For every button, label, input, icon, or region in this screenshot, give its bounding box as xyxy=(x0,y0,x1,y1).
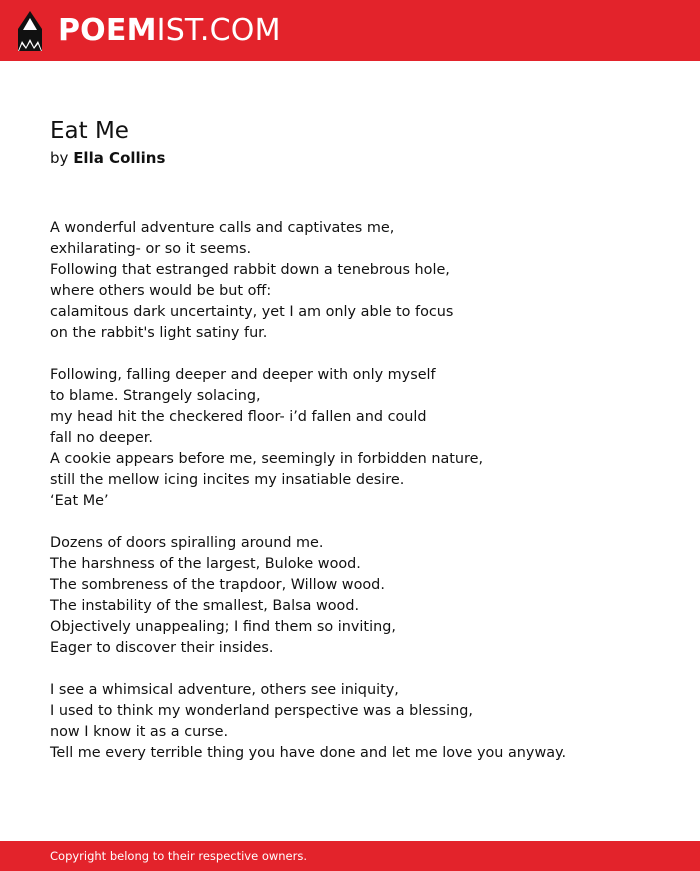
poem-stanza xyxy=(50,365,670,512)
by-label: by xyxy=(50,149,69,167)
poem-stanza xyxy=(50,533,670,659)
poem-line: exhilarating- or so it seems. xyxy=(50,241,252,257)
logo-light-text: IST.COM xyxy=(156,13,281,48)
logo-bold-text: POEM xyxy=(58,13,157,48)
poem-line: Following that estranged rabbit down a tenebrous hole, xyxy=(50,262,450,278)
poem-body xyxy=(50,218,670,764)
poem-line: Tell me every terrible thing you have done and let me love you anyway. xyxy=(50,745,567,761)
site-header xyxy=(0,0,700,61)
poem-line: where others would be but off: xyxy=(50,283,272,299)
poem-line: I see a whimsical adventure, others see iniquity, xyxy=(50,682,399,698)
poem-line: The instability of the smallest, Balsa wood. xyxy=(50,598,360,614)
poem-line: to blame. Strangely solacing, xyxy=(50,388,261,404)
poem-line: still the mellow icing incites my insatiable desire. xyxy=(50,472,405,488)
poem-byline xyxy=(50,148,165,168)
site-logo-text xyxy=(58,8,281,54)
poem-line: A cookie appears before me, seemingly in forbidden nature, xyxy=(50,451,484,467)
poem-line: my head hit the checkered floor- i’d fallen and could xyxy=(50,409,427,425)
poem-line: Eager to discover their insides. xyxy=(50,640,274,656)
pen-nib-icon xyxy=(16,9,44,53)
copyright-notice: Copyright belong to their respective owners. xyxy=(50,849,308,863)
poem-line: on the rabbit's light satiny fur. xyxy=(50,325,268,341)
poem-line: Following, falling deeper and deeper with only myself xyxy=(50,367,436,383)
poem-stanza xyxy=(50,218,670,344)
poem-line: ‘Eat Me’ xyxy=(50,493,109,509)
poem-line: Dozens of doors spiralling around me. xyxy=(50,535,324,551)
poem-line: Objectively unappealing; I find them so inviting, xyxy=(50,619,396,635)
poem-title: Eat Me xyxy=(50,118,129,144)
poem-line: now I know it as a curse. xyxy=(50,724,229,740)
poem-line: calamitous dark uncertainty, yet I am only able to focus xyxy=(50,304,454,320)
poem-line: The harshness of the largest, Buloke wood. xyxy=(50,556,361,572)
poem-line: The sombreness of the trapdoor, Willow wood. xyxy=(50,577,385,593)
poem-line: fall no deeper. xyxy=(50,430,153,446)
poem-line: I used to think my wonderland perspective was a blessing, xyxy=(50,703,473,719)
poem-line: A wonderful adventure calls and captivates me, xyxy=(50,220,395,236)
site-logo-link[interactable] xyxy=(16,8,281,54)
site-footer xyxy=(0,841,700,871)
poem-stanza xyxy=(50,680,670,764)
author-name: Ella Collins xyxy=(73,149,166,167)
